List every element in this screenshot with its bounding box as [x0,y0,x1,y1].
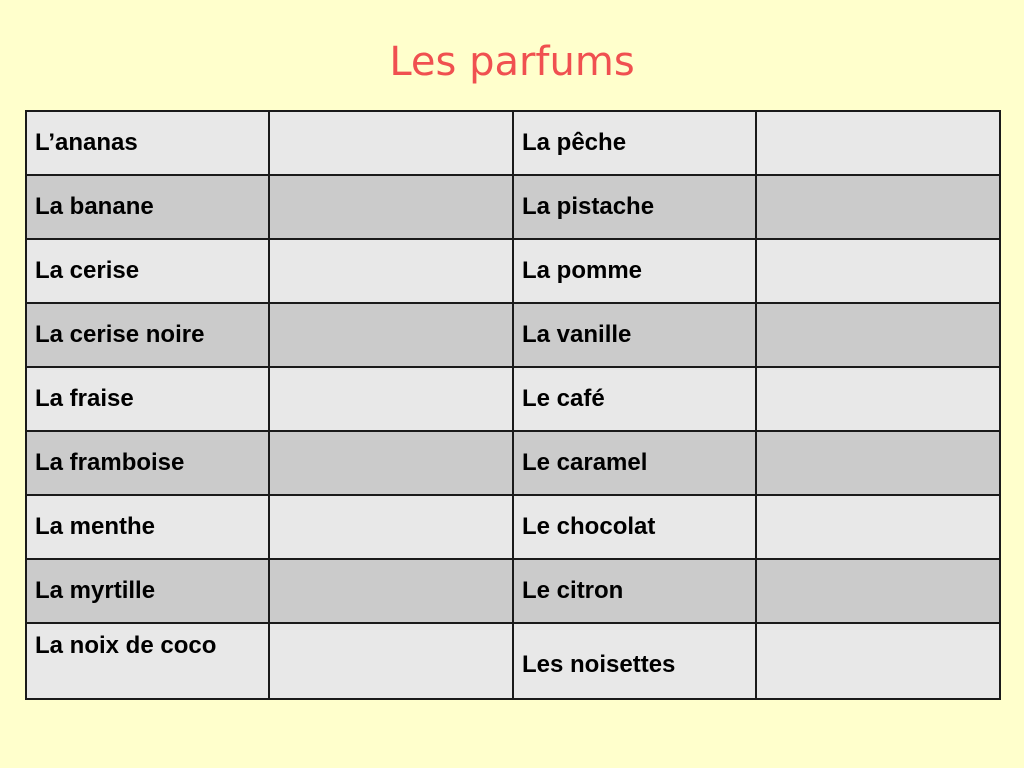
slide-title: Les parfums [389,39,635,85]
blank-answer-cell [269,367,513,431]
flavour-word-cell: Le caramel [513,431,756,495]
blank-answer-cell [269,623,513,699]
blank-answer-cell [756,367,1000,431]
blank-answer-cell [269,431,513,495]
blank-answer-cell [269,303,513,367]
blank-answer-cell [269,559,513,623]
table-row [26,431,1000,495]
flavour-word-cell: Le café [513,367,756,431]
flavour-word-cell: Le citron [513,559,756,623]
blank-answer-cell [756,623,1000,699]
blank-answer-cell [269,111,513,175]
blank-answer-cell [756,111,1000,175]
flavour-word-cell: L’ananas [26,111,269,175]
table-row [26,239,1000,303]
flavour-word-cell: La fraise [26,367,269,431]
flavour-word-cell: La menthe [26,495,269,559]
flavour-word-cell: Le chocolat [513,495,756,559]
blank-answer-cell [269,239,513,303]
blank-answer-cell [756,175,1000,239]
flavour-word-cell: La myrtille [26,559,269,623]
blank-answer-cell [756,431,1000,495]
flavour-word-cell: La noix de coco [26,623,269,699]
table-row [26,303,1000,367]
flavour-word-cell: La pêche [513,111,756,175]
flavour-vocabulary-table [25,110,1001,700]
flavour-word-cell: La pomme [513,239,756,303]
table-row [26,623,1000,699]
table-row [26,111,1000,175]
flavour-word-cell: La vanille [513,303,756,367]
blank-answer-cell [756,303,1000,367]
flavour-word-cell: La framboise [26,431,269,495]
table-row [26,367,1000,431]
blank-answer-cell [756,495,1000,559]
table-row [26,559,1000,623]
blank-answer-cell [269,175,513,239]
blank-answer-cell [756,239,1000,303]
blank-answer-cell [756,559,1000,623]
blank-answer-cell [269,495,513,559]
flavour-word-cell: La banane [26,175,269,239]
flavour-word-cell: La cerise noire [26,303,269,367]
table-row [26,175,1000,239]
flavour-word-cell: La pistache [513,175,756,239]
flavour-word-cell: La cerise [26,239,269,303]
table-row [26,495,1000,559]
flavour-word-cell: Les noisettes [513,623,756,699]
